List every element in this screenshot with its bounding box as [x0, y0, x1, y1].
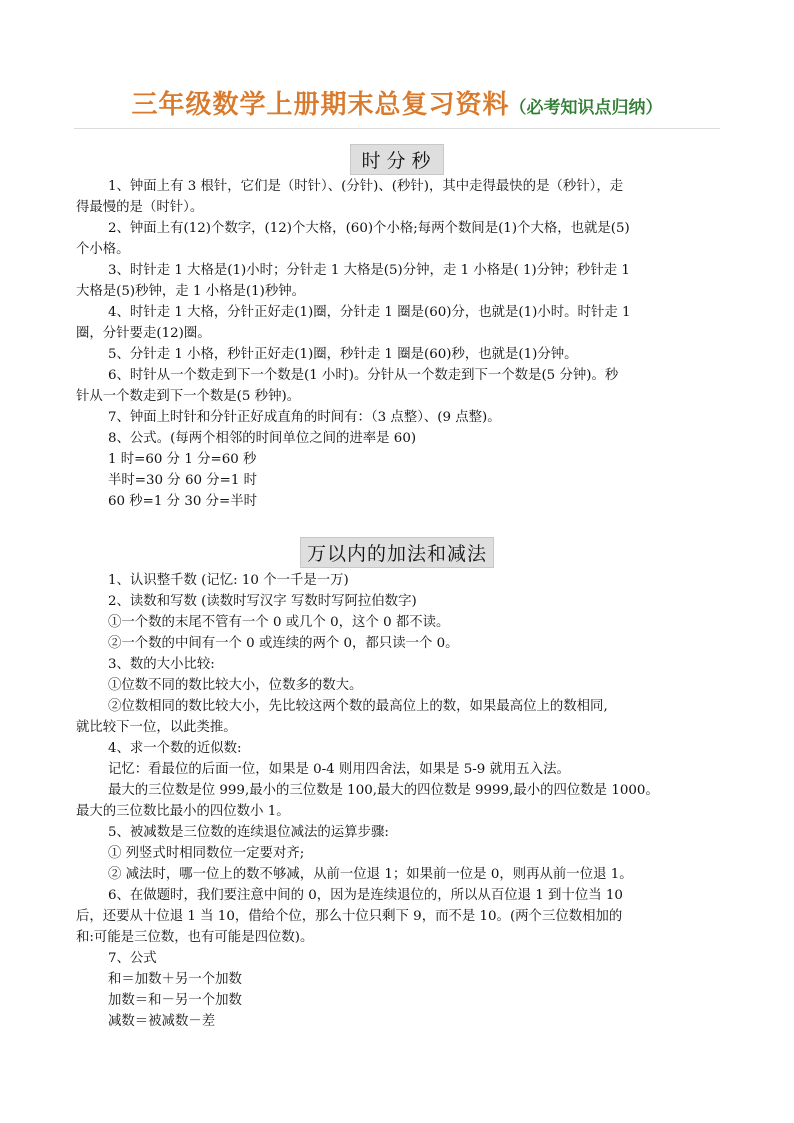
text-line: 针从一个数走到下一个数是(5 秒钟)。	[76, 389, 301, 404]
text-line: 6、在做题时，我们要注意中间的 0，因为是连续退位的，所以从百位退 1 到十位当 10	[108, 888, 623, 903]
text-line: 最大的三位数比最小的四位数小 1。	[76, 804, 290, 819]
text-line: 5、分针走 1 小格，秒针正好走(1)圈，秒针走 1 圈是(60)秒，也就是(1)分钟。	[108, 347, 578, 362]
title-divider	[74, 128, 720, 129]
formula-line: 和＝加数＋另一个加数	[108, 972, 242, 987]
text-line: 记忆：看最位的后面一位，如果是 0-4 则用四舍法，如果是 5-9 就用五入法。	[108, 762, 570, 777]
text-line: 7、钟面上时针和分针正好成直角的时间有：（3 点整）、(9 点整)。	[108, 410, 501, 425]
text-line: ②一个数的中间有一个 0 或连续的两个 0，都只读一个 0。	[108, 636, 459, 651]
text-line: 得最慢的是（时针）。	[76, 200, 204, 215]
title-subtitle: （必考知识点归纳）	[509, 98, 663, 118]
text-line: 6、时针从一个数走到下一个数是(1 小时)。分针从一个数走到下一个数是(5 分钟)。秒	[108, 368, 619, 383]
section-body-addition-subtraction	[76, 570, 722, 1032]
text-line: 8、公式。(每两个相邻的时间单位之间的进率是 60)	[108, 431, 417, 446]
text-line: 和:可能是三位数，也有可能是四位数)。	[76, 930, 314, 945]
text-line: 3、时针走 1 大格是(1)小时；分针走 1 大格是(5)分钟，走 1 小格是( 1)分钟；秒针走 1	[108, 263, 630, 278]
text-line: 个小格。	[76, 242, 130, 257]
section-heading-addition-subtraction	[0, 537, 794, 568]
title-main: 三年级数学上册期末总复习资料	[131, 90, 510, 120]
text-line: 大格是(5)秒钟，走 1 小格是(1)秒钟。	[76, 284, 306, 299]
formula-line: 加数＝和－另一个加数	[108, 993, 242, 1008]
text-line: ①一个数的末尾不管有一个 0 或几个 0，这个 0 都不读。	[108, 615, 450, 630]
text-line: ②位数相同的数比较大小，先比较这两个数的最高位上的数，如果最高位上的数相同,	[108, 699, 608, 714]
text-line: 4、时针走 1 大格，分针正好走(1)圈，分针走 1 圈是(60)分，也就是(1)小时。时针走 1	[108, 305, 631, 320]
section-body-time	[76, 176, 722, 512]
formula-line: 半时=30 分 60 分=1 时	[108, 473, 258, 488]
section-heading-time	[0, 144, 794, 175]
text-line: 2、读数和写数 (读数时写汉字 写数时写阿拉伯数字)	[108, 594, 417, 609]
text-line: ① 列竖式时相同数位一定要对齐;	[108, 846, 305, 861]
formula-line: 1 时=60 分 1 分=60 秒	[108, 452, 257, 467]
text-line: 4、求一个数的近似数:	[108, 741, 242, 756]
formula-line: 60 秒=1 分 30 分=半时	[108, 494, 258, 509]
text-line: 2、钟面上有(12)个数字，(12)个大格，(60)个小格;每两个数间是(1)个大格，也就是(5)	[108, 221, 630, 236]
text-line: 1、钟面上有 3 根针，它们是（时针）、(分针)、(秒针)，其中走得最快的是（秒针），走	[108, 179, 624, 194]
text-line: 7、公式	[108, 951, 157, 966]
page-title	[0, 84, 794, 121]
text-line: 最大的三位数是位 999,最小的三位数是 100,最大的四位数是 9999,最小的四位数是 1000。	[108, 783, 659, 798]
text-line: 后，还要从十位退 1 当 10，借给个位，那么十位只剩下 9，而不是 10。(两个三位数相加的	[76, 909, 623, 924]
text-line: 1、认识整千数 (记忆: 10 个一千是一万)	[108, 573, 349, 588]
text-line: ①位数不同的数比较大小，位数多的数大。	[108, 678, 363, 693]
section-heading-addition-subtraction-label: 万以内的加法和减法	[300, 537, 494, 568]
text-line: 3、数的大小比较:	[108, 657, 215, 672]
formula-line: 减数＝被减数－差	[108, 1014, 216, 1029]
text-line: 5、被减数是三位数的连续退位减法的运算步骤:	[108, 825, 389, 840]
text-line: 就比较下一位，以此类推。	[76, 720, 237, 735]
text-line: 圈，分针要走(12)圈。	[76, 326, 211, 341]
text-line: ② 减法时，哪一位上的数不够减，从前一位退 1；如果前一位是 0，则再从前一位退 1。	[108, 867, 633, 882]
section-heading-time-label: 时分秒	[350, 144, 443, 175]
